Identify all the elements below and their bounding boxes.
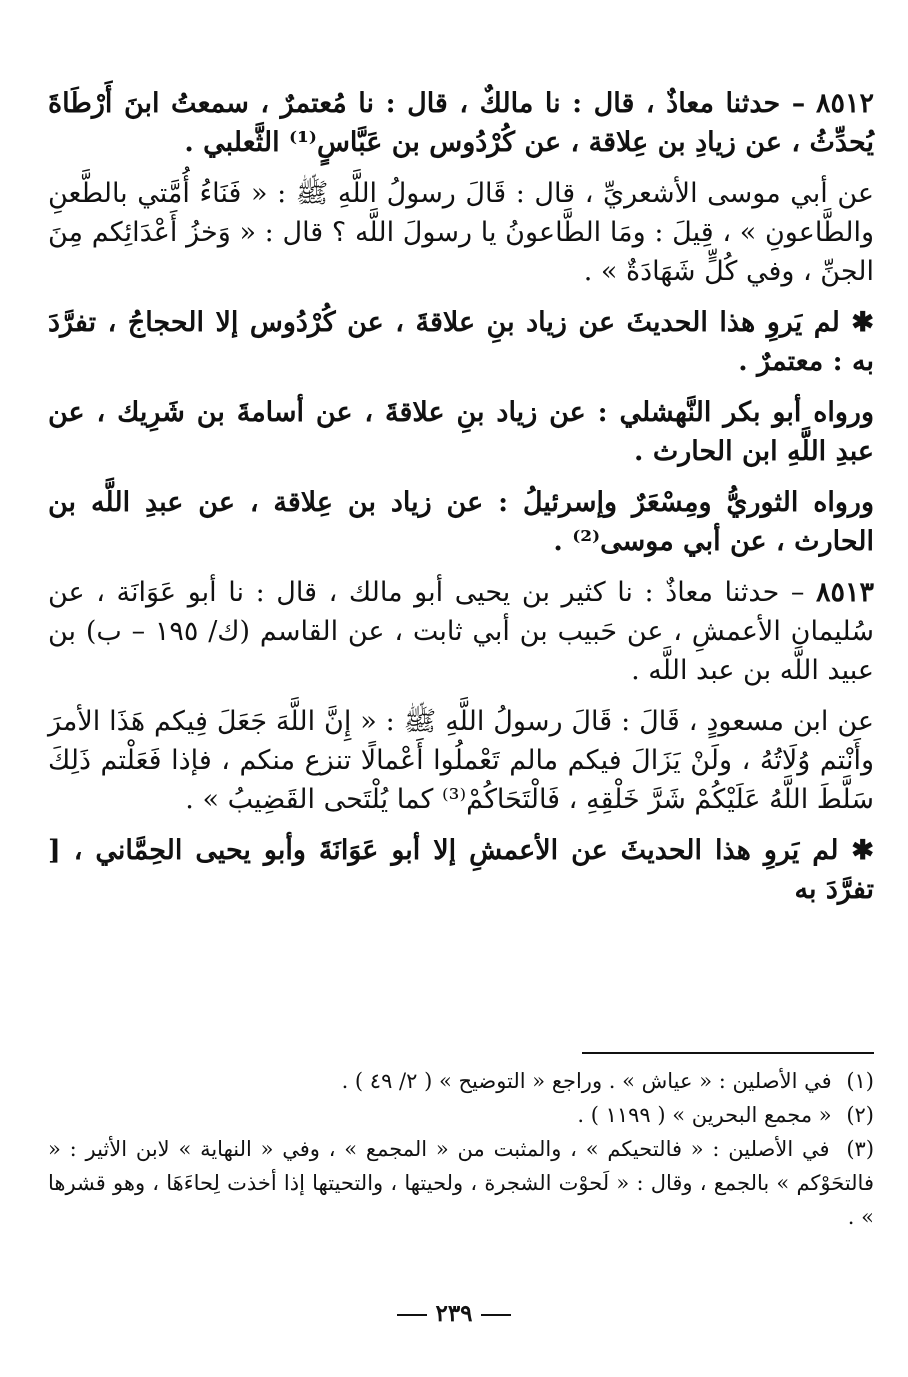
footnote-number: (١) <box>846 1069 874 1093</box>
footnote-text: في الأصلين : « عياش » . وراجع « التوضيح » ( ٢/ ٤٩ ) . <box>341 1069 832 1093</box>
hadith-8513-isnad <box>48 573 874 690</box>
hadith-number: ٨٥١٢ <box>815 88 874 119</box>
hadith-8512-isnad <box>48 84 874 162</box>
hadith-number: ٨٥١٣ <box>815 577 874 608</box>
footnote-divider <box>582 1052 874 1054</box>
footnote-text: « مجمع البحرين » ( ١١٩٩ ) . <box>577 1103 832 1127</box>
footnote-2 <box>48 1098 874 1132</box>
hadith-8513-matn: عن ابن مسعودٍ ، قَالَ : قَالَ رسولُ اللَّهِ ﷺ : « إِنَّ اللَّهَ جَعَلَ فِيكم هَذَا الأمرَ وأَنْتم وُلَاتُهُ ، ولَنْ يَزَالَ فيكم مالم تَعْملُوا أَعْمالًا تنزع منكم ، فإذا فَعَلْتم ذَلِكَ سَلَّطَ اللَّهُ عَلَيْكُمْ شَرَّ خَلْقِهِ ، فَالْتَحَاكُمْ⁽³⁾ كما يُلْتَحى القَضِيبُ » . <box>48 706 874 815</box>
page-number-dash <box>397 1314 427 1316</box>
page-number <box>0 1300 908 1327</box>
hadith-8512-matn: عن أبي موسى الأشعريِّ ، قال : قَالَ رسولُ اللَّهِ ﷺ : « فَنَاءُ أُمَّتي بالطَّعنِ والطَّاعونِ » ، قِيلَ : ومَا الطَّاعونُ يا رسولَ اللَّه ؟ قال : « وَخزُ أَعْدَائِكم مِنَ الجنِّ ، وفي كُلٍّ شَهَادَةٌ » . <box>48 178 874 287</box>
hadith-isnad-text: – حدثنا معاذٌ : نا كثير بن يحيى أبو مالك ، قال : نا أبو عَوَانَة ، عن سُليمان الأعمشِ ، عن حَبيب بن أبي ثابت ، عن القاسم (ك/ ١٩٥ – ب) بن عبيد اللَّه بن عبد اللَّه . <box>48 577 874 686</box>
hadith-8512-riwaya-2: ورواه الثوريُّ ومِسْعَرٌ وإسرئيلُ : عن زياد بن عِلاقة ، عن عبدِ اللَّه بن الحارث ، عن أبي موسى⁽²⁾ . <box>48 487 874 557</box>
hadith-8512-comment: ✱ لم يَروِ هذا الحديثَ عن زياد بنِ علاقةَ ، عن كُرْدُوس إلا الحجاجُ ، تفرَّدَ به : معتمرٌ . <box>48 307 874 377</box>
page-number-value: ٢٣٩ <box>435 1300 473 1327</box>
hadith-8512-riwaya-1: ورواه أبو بكر النَّهشلي : عن زياد بنِ علاقةَ ، عن أسامةَ بن شَرِيك ، عن عبدِ اللَّهِ ابن الحارث . <box>48 397 874 467</box>
hadith-isnad-text: – حدثنا معاذٌ ، قال : نا مالكٌ ، قال : نا مُعتمرٌ ، سمعتُ ابنَ أَرْطَاةَ يُحدِّثُ ، عن زيادِ بن عِلاقة ، عن كُرْدُوس بن عَبَّاسٍ⁽¹⁾ الثَّعلبي . <box>48 88 874 158</box>
footnote-number: (٣) <box>846 1137 875 1161</box>
page-number-dash <box>481 1314 511 1316</box>
footnote-1 <box>48 1064 874 1098</box>
footnote-text: في الأصلين : « فالتحيكم » ، والمثبت من « المجمع » ، وفي « النهاية » لابن الأثير : « فالتحَوْكم » بالجمع ، وقال : « لَحوْت الشجرة ، ولحيتها ، والتحيتها إذا أخذت لِحاءَهَا ، وهو قشرها » . <box>48 1137 874 1229</box>
footnotes <box>48 1064 874 1234</box>
footnote-3 <box>48 1132 874 1234</box>
footnote-number: (٢) <box>846 1103 874 1127</box>
hadith-8513-comment: ✱ لم يَروِ هذا الحديثَ عن الأعمشِ إلا أبو عَوَانَةَ وأبو يحيى الحِمَّاني ، [ تفرَّدَ به <box>48 835 874 905</box>
